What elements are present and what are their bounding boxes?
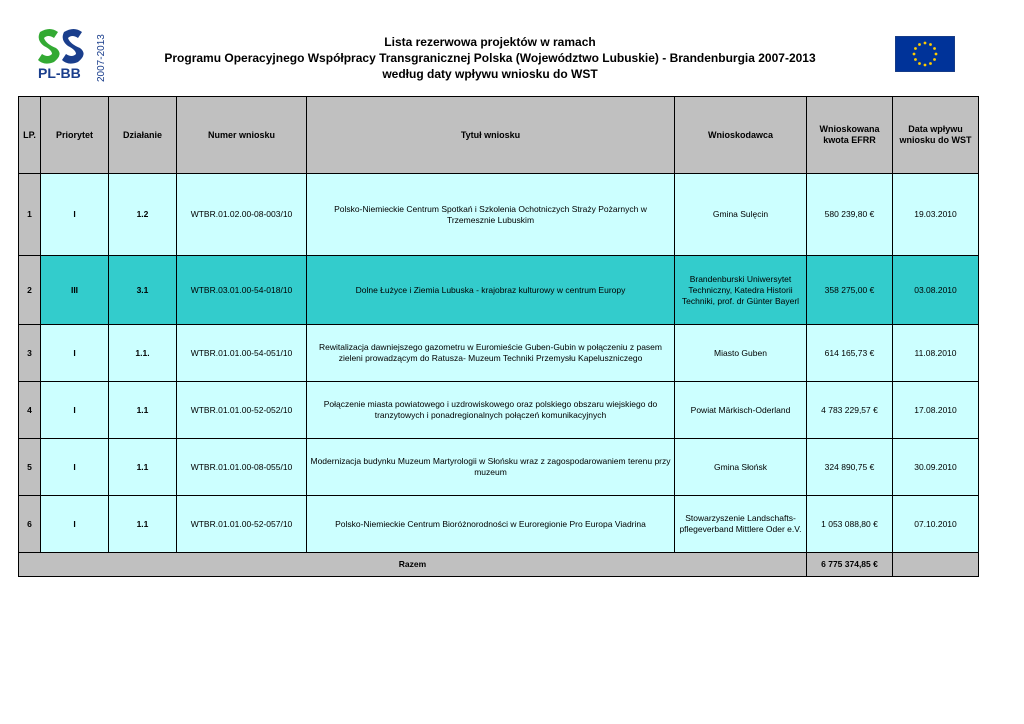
cell-dzialanie: 1.1 <box>109 496 177 553</box>
logo-text: PL-BB <box>38 65 81 81</box>
pl-bb-logo <box>36 26 108 86</box>
cell-dzialanie: 1.1. <box>109 325 177 382</box>
eu-star-icon <box>933 58 936 61</box>
page-title <box>120 34 860 82</box>
col-priorytet: Priorytet <box>41 97 109 174</box>
cell-lp: 1 <box>19 174 41 256</box>
table-row <box>19 325 979 382</box>
cell-tytul: Rewitalizacja dawniejszego gazometru w Euromieście Guben-Gubin w połączeniu z pasem zieleni prowadzącym do Ratusza- Muzeum Techniki Przemysłu Kapeluszniczego <box>307 325 675 382</box>
cell-dzialanie: 1.1 <box>109 439 177 496</box>
eu-star-icon <box>918 62 921 65</box>
reserve-list-table <box>18 96 979 577</box>
cell-data: 03.08.2010 <box>893 256 979 325</box>
title-line-3: według daty wpływu wniosku do WST <box>382 67 598 81</box>
cell-numer: WTBR.01.01.00-54-051/10 <box>177 325 307 382</box>
cell-tytul: Dolne Łużyce i Ziemia Lubuska - krajobraz kulturowy w centrum Europy <box>307 256 675 325</box>
cell-wnioskodawca: Gmina Sulęcin <box>675 174 807 256</box>
cell-numer: WTBR.01.01.00-08-055/10 <box>177 439 307 496</box>
eu-star-icon <box>913 53 916 56</box>
cell-kwota: 358 275,00 € <box>807 256 893 325</box>
cell-priorytet: I <box>41 496 109 553</box>
eu-star-icon <box>914 58 917 61</box>
eu-star-icon <box>918 43 921 46</box>
cell-dzialanie: 1.1 <box>109 382 177 439</box>
eu-star-icon <box>914 47 917 50</box>
cell-dzialanie: 3.1 <box>109 256 177 325</box>
cell-tytul: Polsko-Niemieckie Centrum Spotkań i Szkolenia Ochotniczych Straży Pożarnych w Trzemesznie Lubuskim <box>307 174 675 256</box>
cell-lp: 5 <box>19 439 41 496</box>
eu-star-icon <box>933 47 936 50</box>
cell-tytul: Polsko-Niemieckie Centrum Bioróżnorodności w Euroregionie Pro Europa Viadrina <box>307 496 675 553</box>
cell-wnioskodawca: Miasto Guben <box>675 325 807 382</box>
cell-data: 30.09.2010 <box>893 439 979 496</box>
cell-priorytet: I <box>41 439 109 496</box>
cell-kwota: 4 783 229,57 € <box>807 382 893 439</box>
cell-data: 19.03.2010 <box>893 174 979 256</box>
cell-kwota: 1 053 088,80 € <box>807 496 893 553</box>
cell-priorytet: III <box>41 256 109 325</box>
cell-dzialanie: 1.2 <box>109 174 177 256</box>
cell-numer: WTBR.03.01.00-54-018/10 <box>177 256 307 325</box>
eu-star-icon <box>929 43 932 46</box>
cell-numer: WTBR.01.02.00-08-003/10 <box>177 174 307 256</box>
cell-kwota: 324 890,75 € <box>807 439 893 496</box>
col-dzialanie: Działanie <box>109 97 177 174</box>
col-lp: LP. <box>19 97 41 174</box>
col-numer: Numer wniosku <box>177 97 307 174</box>
cell-kwota: 614 165,73 € <box>807 325 893 382</box>
cell-data: 07.10.2010 <box>893 496 979 553</box>
cell-lp: 4 <box>19 382 41 439</box>
cell-numer: WTBR.01.01.00-52-057/10 <box>177 496 307 553</box>
cell-data: 17.08.2010 <box>893 382 979 439</box>
cell-lp: 2 <box>19 256 41 325</box>
cell-wnioskodawca: Stowarzyszenie Landschafts-pflegeverband Mittlere Oder e.V. <box>675 496 807 553</box>
table-row <box>19 174 979 256</box>
total-label: Razem <box>19 553 807 577</box>
cell-wnioskodawca: Gmina Słońsk <box>675 439 807 496</box>
cell-wnioskodawca: Powiat Märkisch-Oderland <box>675 382 807 439</box>
cell-data: 11.08.2010 <box>893 325 979 382</box>
table-row <box>19 496 979 553</box>
table-header-row <box>19 97 979 174</box>
logo-years: 2007-2013 <box>96 34 107 82</box>
eu-star-icon <box>929 62 932 65</box>
cell-kwota: 580 239,80 € <box>807 174 893 256</box>
cell-lp: 6 <box>19 496 41 553</box>
title-line-1: Lista rezerwowa projektów w ramach <box>384 35 596 49</box>
cell-tytul: Połączenie miasta powiatowego i uzdrowiskowego oraz polskiego obszaru wiejskiego do tranzytowych i ponadregionalnych połączeń komunikacyjnych <box>307 382 675 439</box>
eu-flag-icon <box>895 36 955 72</box>
eu-star-icon <box>924 64 927 67</box>
cell-numer: WTBR.01.01.00-52-052/10 <box>177 382 307 439</box>
table-row <box>19 256 979 325</box>
cell-priorytet: I <box>41 382 109 439</box>
table-row <box>19 382 979 439</box>
cell-wnioskodawca: Brandenburski Uniwersytet Techniczny, Katedra Historii Techniki, prof. dr Günter Bayerl <box>675 256 807 325</box>
table-row <box>19 439 979 496</box>
cell-priorytet: I <box>41 174 109 256</box>
cell-priorytet: I <box>41 325 109 382</box>
total-row <box>19 553 979 577</box>
col-kwota: Wnioskowana kwota EFRR <box>807 97 893 174</box>
col-wnioskodawca: Wnioskodawca <box>675 97 807 174</box>
eu-star-icon <box>935 53 938 56</box>
total-value: 6 775 374,85 € <box>807 553 893 577</box>
title-line-2: Programu Operacyjnego Współpracy Transgranicznej Polska (Województwo Lubuskie) - Brandenburgia 2007-2013 <box>164 51 816 65</box>
eu-star-icon <box>924 42 927 45</box>
col-data: Data wpływu wniosku do WST <box>893 97 979 174</box>
cell-lp: 3 <box>19 325 41 382</box>
cell-tytul: Modernizacja budynku Muzeum Martyrologii w Słońsku wraz z zagospodarowaniem terenu przy muzeum <box>307 439 675 496</box>
total-empty <box>893 553 979 577</box>
col-tytul: Tytuł wniosku <box>307 97 675 174</box>
